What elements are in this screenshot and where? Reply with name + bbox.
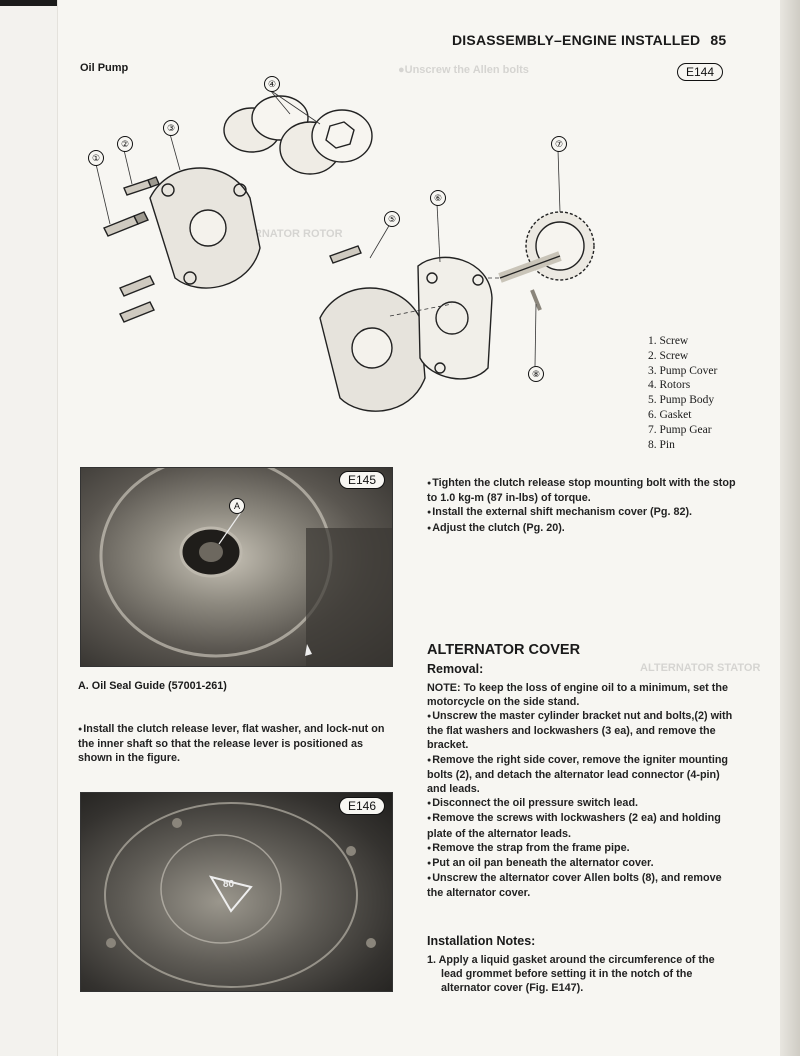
legend-item: 6. Gasket	[648, 408, 692, 421]
photo-callout-a: A	[229, 498, 245, 514]
note-paragraph	[427, 681, 739, 709]
diagram-callout-5: ⑤	[384, 211, 400, 227]
legend-item: 7. Pump Gear	[648, 423, 712, 436]
running-header	[452, 32, 726, 48]
photo-caption: A. Oil Seal Guide (57001-261)	[78, 680, 227, 692]
removal-heading: Removal:	[427, 662, 484, 676]
legend-item: 8. Pin	[648, 438, 675, 451]
diagram-callout-6: ⑥	[430, 190, 446, 206]
left-bullet-text: ● Install the clutch release lever, flat washer, and lock-nut on the inner shaft so that the release lever is positioned as shown in the figure.	[78, 722, 396, 766]
rotors	[224, 96, 372, 174]
gasket	[418, 257, 492, 379]
pump-cover	[150, 168, 260, 288]
installation-notes-heading: Installation Notes:	[427, 934, 536, 948]
screw-5	[330, 246, 361, 263]
photo-2-illustration	[81, 793, 392, 991]
step-item: ● Unscrew the master cylinder bracket nut and bolts,(2) with the flat washers and lockwashers (3 ea), and remove the bracket.	[427, 709, 739, 753]
step-item: ● Disconnect the oil pressure switch lead.	[427, 796, 739, 811]
legend-item: 5. Pump Body	[648, 394, 715, 407]
figure-badge-e146: E146	[339, 797, 385, 815]
parts-legend	[648, 334, 717, 452]
figure-badge-e144: E144	[677, 63, 723, 81]
pump-gear	[500, 212, 594, 280]
step-item: ● Unscrew the alternator cover Allen bolts (8), and remove the alternator cover.	[427, 871, 739, 900]
header-title: DISASSEMBLY–ENGINE INSTALLED	[452, 32, 701, 48]
installation-steps	[427, 953, 739, 996]
legend-item: 4. Rotors	[648, 379, 691, 392]
diagram-callout-4: ④	[264, 76, 280, 92]
figure-badge-e145: E145	[339, 471, 385, 489]
page-number: 85	[710, 32, 727, 48]
screw-1	[104, 212, 148, 236]
note-label: NOTE:	[427, 682, 461, 694]
bullet-item: ● Tighten the clutch release stop mounting bolt with the stop to 1.0 kg-m (87 in-lbs) of torque.	[427, 476, 739, 505]
step-item: ● Remove the strap from the frame pipe.	[427, 841, 739, 856]
diagram-callout-7: ⑦	[551, 136, 567, 152]
screw-lower-1	[120, 276, 154, 322]
install-step: 1. Apply a liquid gasket around the circumference of the lead grommet before setting it in the notch of the alternator cover (Fig. E147).	[427, 954, 715, 995]
page-edge	[780, 0, 800, 1056]
step-item: ● Remove the screws with lockwashers (2 ea) and holding plate of the alternator leads.	[427, 811, 739, 840]
step-item: ● Remove the right side cover, remove the igniter mounting bolts (2), and detach the alternator lead connector (4-pin) and leads.	[427, 753, 739, 797]
section-label: Oil Pump	[80, 62, 129, 74]
legend-item: 2. Screw	[648, 349, 689, 362]
clutch-bullet-list	[427, 476, 739, 536]
legend-item: 3. Pump Cover	[648, 364, 718, 377]
photo-oil-seal-guide	[80, 467, 393, 667]
bullet-item: ● Install the external shift mechanism cover (Pg. 82).	[427, 505, 739, 520]
bullet-item: ● Adjust the clutch (Pg. 20).	[427, 521, 739, 536]
diagram-callout-2: ②	[117, 136, 133, 152]
diagram-callout-8: ⑧	[528, 366, 544, 382]
step-item: ● Put an oil pan beneath the alternator cover.	[427, 856, 739, 871]
photo-angle-label: 80	[223, 879, 235, 890]
removal-steps	[427, 709, 739, 901]
photo-clutch-release-lever	[80, 792, 393, 992]
note-text: To keep the loss of engine oil to a minimum, set the motorcycle on the side stand.	[427, 682, 728, 709]
section-heading-alternator-cover: ALTERNATOR COVER	[427, 642, 581, 658]
legend-item: 1. Screw	[648, 335, 689, 347]
diagram-callout-1: ①	[88, 150, 104, 166]
diagram-callout-3: ③	[163, 120, 179, 136]
